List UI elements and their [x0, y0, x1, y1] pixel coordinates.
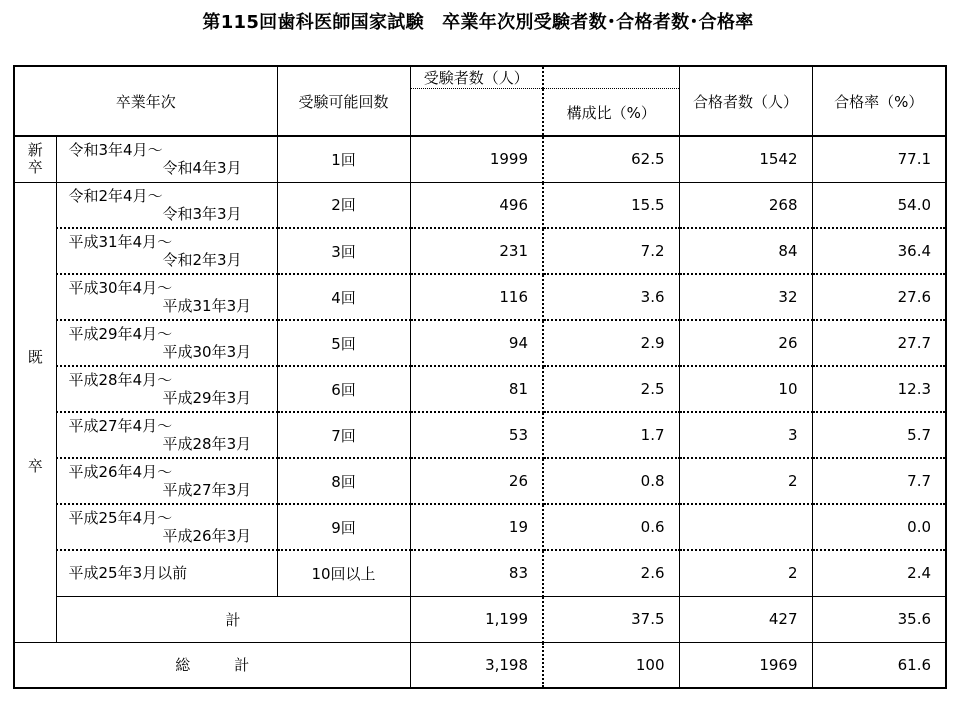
attempts-cell: 3回 [277, 228, 410, 274]
grand-total-row [14, 642, 946, 688]
table-row [14, 320, 946, 366]
pass-rate-cell: 0.0 [812, 504, 946, 550]
attempts-cell: 4回 [277, 274, 410, 320]
group-new-grad: 新 卒 [14, 136, 56, 182]
group-repeat-top: 既 [27, 347, 43, 366]
pass-rate-cell: 7.7 [812, 458, 946, 504]
ratio-cell: 15.5 [543, 182, 679, 228]
attempts-cell: 1回 [277, 136, 410, 182]
ratio-cell: 7.2 [543, 228, 679, 274]
grad-period: 平成27年4月～ 平成28年3月 [56, 412, 277, 458]
examinees-cell: 496 [410, 182, 543, 228]
ratio-cell: 2.5 [543, 366, 679, 412]
examinees-cell: 231 [410, 228, 543, 274]
pass-rate-cell: 12.3 [812, 366, 946, 412]
header-ratio-top [543, 66, 679, 89]
attempts-cell: 6回 [277, 366, 410, 412]
attempts-cell: 10回以上 [277, 550, 410, 596]
examinees-cell: 1999 [410, 136, 543, 182]
examinees-cell: 53 [410, 412, 543, 458]
subtotal-examinees: 1,199 [410, 596, 543, 642]
header-ratio: 構成比（%） [543, 89, 679, 137]
table-row [14, 182, 946, 228]
subtotal-ratio: 37.5 [543, 596, 679, 642]
subtotal-pass-rate: 35.6 [812, 596, 946, 642]
table-row [14, 366, 946, 412]
attempts-cell: 9回 [277, 504, 410, 550]
attempts-cell: 7回 [277, 412, 410, 458]
header-grad-year: 卒業年次 [14, 66, 277, 136]
examinees-cell: 81 [410, 366, 543, 412]
table-row [14, 458, 946, 504]
ratio-cell: 0.6 [543, 504, 679, 550]
grad-period: 令和3年4月～ 令和4年3月 [56, 136, 277, 182]
pass-rate-cell: 36.4 [812, 228, 946, 274]
pass-rate-cell: 5.7 [812, 412, 946, 458]
passers-cell: 84 [679, 228, 812, 274]
ratio-cell: 0.8 [543, 458, 679, 504]
grad-period: 平成30年4月～ 平成31年3月 [56, 274, 277, 320]
table-row [14, 274, 946, 320]
ratio-cell: 2.6 [543, 550, 679, 596]
table-row [14, 504, 946, 550]
pass-rate-cell: 54.0 [812, 182, 946, 228]
grand-total-passers: 1969 [679, 642, 812, 688]
grad-period: 平成29年4月～ 平成30年3月 [56, 320, 277, 366]
pass-rate-cell: 77.1 [812, 136, 946, 182]
subtotal-label: 計 [56, 596, 410, 642]
passers-cell: 268 [679, 182, 812, 228]
pass-rate-cell: 27.6 [812, 274, 946, 320]
table-row [14, 228, 946, 274]
grad-period: 平成25年4月～ 平成26年3月 [56, 504, 277, 550]
grad-period: 平成31年4月～ 令和2年3月 [56, 228, 277, 274]
grand-total-pass-rate: 61.6 [812, 642, 946, 688]
grad-period: 平成28年4月～ 平成29年3月 [56, 366, 277, 412]
examinees-cell: 26 [410, 458, 543, 504]
passers-cell: 26 [679, 320, 812, 366]
results-table [13, 65, 947, 689]
attempts-cell: 5回 [277, 320, 410, 366]
header-attempts: 受験可能回数 [277, 66, 410, 136]
subtotal-passers: 427 [679, 596, 812, 642]
header-examinees-space [410, 89, 543, 137]
grand-total-ratio: 100 [543, 642, 679, 688]
table-row [14, 550, 946, 596]
examinees-cell: 116 [410, 274, 543, 320]
attempts-cell: 8回 [277, 458, 410, 504]
grand-total-examinees: 3,198 [410, 642, 543, 688]
attempts-cell: 2回 [277, 182, 410, 228]
passers-cell: 10 [679, 366, 812, 412]
examinees-cell: 19 [410, 504, 543, 550]
grand-total-label: 総 計 [14, 642, 410, 688]
page-title: 第115回歯科医師国家試験 卒業年次別受験者数･合格者数･合格率 [202, 12, 754, 33]
passers-cell [679, 504, 812, 550]
pass-rate-cell: 27.7 [812, 320, 946, 366]
passers-cell: 2 [679, 550, 812, 596]
header-passers: 合格者数（人） [679, 66, 812, 136]
ratio-cell: 1.7 [543, 412, 679, 458]
group-repeat [14, 182, 56, 642]
header-pass-rate: 合格率（%） [812, 66, 946, 136]
examinees-cell: 83 [410, 550, 543, 596]
ratio-cell: 3.6 [543, 274, 679, 320]
header-examinees: 受験者数（人） [410, 66, 543, 89]
ratio-cell: 2.9 [543, 320, 679, 366]
group-repeat-bottom: 卒 [27, 457, 43, 475]
grad-period: 平成26年4月～ 平成27年3月 [56, 458, 277, 504]
ratio-cell: 62.5 [543, 136, 679, 182]
table-row [14, 136, 946, 182]
passers-cell: 3 [679, 412, 812, 458]
grad-period: 令和2年4月～ 令和3年3月 [56, 182, 277, 228]
table-row [14, 412, 946, 458]
grad-period: 平成25年3月以前 [56, 550, 277, 596]
passers-cell: 1542 [679, 136, 812, 182]
subtotal-row [14, 596, 946, 642]
examinees-cell: 94 [410, 320, 543, 366]
passers-cell: 2 [679, 458, 812, 504]
passers-cell: 32 [679, 274, 812, 320]
pass-rate-cell: 2.4 [812, 550, 946, 596]
